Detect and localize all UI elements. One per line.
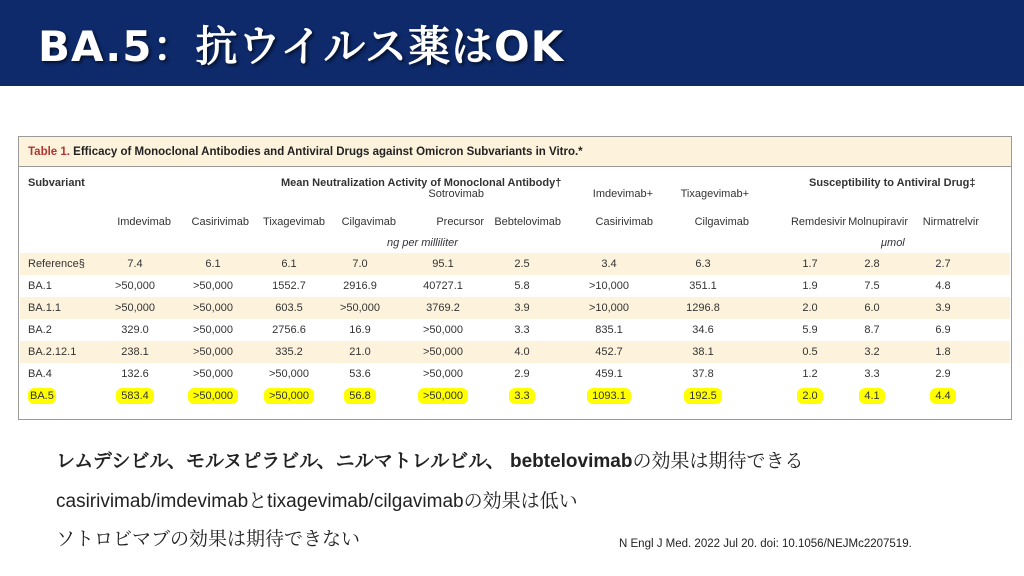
table-cell <box>836 297 908 319</box>
row-subvariant <box>28 297 61 319</box>
table-cell <box>836 319 908 341</box>
column-header-line: Cilgavimab <box>694 216 749 228</box>
table-cell <box>99 253 171 275</box>
row-subvariant <box>28 275 52 297</box>
cell-value: 6.3 <box>695 258 711 270</box>
citation: N Engl J Med. 2022 Jul 20. doi: 10.1056/NEJMc2207519. <box>619 538 912 550</box>
table-cell <box>907 363 979 385</box>
table-cell <box>657 363 749 385</box>
cell-value: 16.9 <box>349 324 371 336</box>
column-header-line: Sotrovimab <box>428 188 484 200</box>
cell-value: 3.3 <box>509 388 534 404</box>
table-cell <box>99 297 171 319</box>
table-cell <box>177 253 249 275</box>
table-cell <box>907 385 979 407</box>
table-cell <box>657 341 749 363</box>
column-header <box>324 197 396 229</box>
table-cell <box>907 275 979 297</box>
cell-value: 1.9 <box>802 280 818 292</box>
cell-value: >50,000 <box>422 368 464 380</box>
table-cell <box>657 385 749 407</box>
row-subvariant-label: BA.4 <box>28 368 52 380</box>
column-header-line: Tixagevimab <box>263 216 325 228</box>
column-header <box>836 197 908 229</box>
table-cell <box>324 275 396 297</box>
cell-value: 2.8 <box>864 258 880 270</box>
table-cell <box>483 363 561 385</box>
cell-value: 53.6 <box>349 368 371 380</box>
table-caption <box>19 137 1011 167</box>
cell-value: >50,000 <box>422 324 464 336</box>
cell-value: 192.5 <box>684 388 722 404</box>
cell-value: 2916.9 <box>343 280 377 292</box>
cell-value: 6.0 <box>864 302 880 314</box>
table-cell <box>177 341 249 363</box>
table-cell <box>483 297 561 319</box>
column-header-line: Casirivimab <box>595 216 653 228</box>
column-header <box>402 188 484 229</box>
row-subvariant <box>28 363 52 385</box>
table-cell <box>402 385 484 407</box>
row-subvariant-label: BA.2 <box>28 324 52 336</box>
cell-value: 3769.2 <box>426 302 460 314</box>
table-row <box>20 275 1010 297</box>
column-header-line: Nirmatrelvir <box>922 216 979 228</box>
column-header <box>565 188 653 229</box>
table-cell <box>483 341 561 363</box>
column-header-line: Bebtelovimab <box>494 216 561 228</box>
cell-value: 132.6 <box>121 368 149 380</box>
table-cell <box>483 319 561 341</box>
table-cell <box>253 363 325 385</box>
cell-value: >50,000 <box>192 302 234 314</box>
column-header <box>253 197 325 229</box>
cell-value: 2.0 <box>797 388 822 404</box>
table-cell <box>836 253 908 275</box>
table-cell <box>99 341 171 363</box>
cell-value: >50,000 <box>188 388 238 404</box>
conclusion-line-1-bold: レムデシビル、モルヌピラビル、ニルマトレルビル、 bebtelovimab <box>56 451 633 472</box>
cell-value: 5.8 <box>514 280 530 292</box>
cell-value: 40727.1 <box>423 280 463 292</box>
table-cell <box>402 319 484 341</box>
cell-value: >10,000 <box>588 302 630 314</box>
table-cell <box>177 385 249 407</box>
table-cell <box>565 385 653 407</box>
cell-value: >50,000 <box>422 346 464 358</box>
cell-value: 95.1 <box>432 258 454 270</box>
table-cell <box>565 319 653 341</box>
units-antiviral: μmol <box>881 237 905 249</box>
table-cell <box>402 341 484 363</box>
cell-value: 37.8 <box>692 368 714 380</box>
table-cell <box>253 253 325 275</box>
cell-value: 2.7 <box>935 258 951 270</box>
cell-value: 3.9 <box>935 302 951 314</box>
cell-value: 238.1 <box>121 346 149 358</box>
cell-value: 3.2 <box>864 346 880 358</box>
cell-value: >50,000 <box>192 368 234 380</box>
cell-value: 1.7 <box>802 258 818 270</box>
table-cell <box>483 253 561 275</box>
efficacy-table <box>18 136 1012 420</box>
table-cell <box>324 297 396 319</box>
cell-value: 0.5 <box>802 346 818 358</box>
cell-value: 835.1 <box>595 324 623 336</box>
table-row <box>20 385 1010 407</box>
table-cell <box>402 275 484 297</box>
table-cell <box>402 297 484 319</box>
table-row <box>20 341 1010 363</box>
column-header-line: Remdesivir <box>790 216 846 228</box>
table-cell <box>836 385 908 407</box>
row-subvariant <box>28 319 52 341</box>
subvariant-header: Subvariant <box>28 177 85 189</box>
table-cell <box>565 275 653 297</box>
table-cell <box>253 341 325 363</box>
title-bar <box>0 0 1024 86</box>
column-header <box>907 197 979 229</box>
column-header-line: Imdevimab <box>117 216 171 228</box>
table-cell <box>657 319 749 341</box>
table-cell <box>324 319 396 341</box>
table-cell <box>177 297 249 319</box>
cell-value: >50,000 <box>114 280 156 292</box>
column-header-line: Precursor <box>436 216 484 228</box>
table-cell <box>177 319 249 341</box>
cell-value: 56.8 <box>344 388 375 404</box>
cell-value: >50,000 <box>192 324 234 336</box>
cell-value: 4.0 <box>514 346 530 358</box>
cell-value: 452.7 <box>595 346 623 358</box>
slide-title: BA.5：抗ウイルス薬はOK <box>38 22 565 71</box>
cell-value: >50,000 <box>418 388 468 404</box>
table-cell <box>657 297 749 319</box>
table-cell <box>907 297 979 319</box>
table-row <box>20 253 1010 275</box>
table-cell <box>402 363 484 385</box>
row-subvariant-label: BA.2.12.1 <box>28 346 77 358</box>
cell-value: 2.9 <box>514 368 530 380</box>
table-cell <box>177 363 249 385</box>
cell-value: 5.9 <box>802 324 818 336</box>
table-cell <box>483 385 561 407</box>
cell-value: 3.3 <box>864 368 880 380</box>
column-header-line: Casirivimab <box>191 216 249 228</box>
cell-value: 1296.8 <box>686 302 720 314</box>
table-cell <box>253 297 325 319</box>
cell-value: >50,000 <box>192 346 234 358</box>
table-cell <box>324 385 396 407</box>
conclusion-line-2: casirivimab/imdevimabとtixagevimab/cilgavimabの効果は低い <box>56 491 578 512</box>
column-header-line: Imdevimab+ <box>592 188 653 200</box>
cell-value: >50,000 <box>264 388 314 404</box>
table-row <box>20 319 1010 341</box>
cell-value: 603.5 <box>275 302 303 314</box>
table-cell <box>565 363 653 385</box>
table-caption-label: Table 1. <box>28 146 70 158</box>
table-cell <box>836 275 908 297</box>
cell-value: 1.8 <box>935 346 951 358</box>
column-header-line: Molnupiravir <box>848 216 908 228</box>
cell-value: 3.4 <box>601 258 617 270</box>
table-cell <box>907 319 979 341</box>
cell-value: 2.9 <box>935 368 951 380</box>
table-row <box>20 363 1010 385</box>
cell-value: 3.3 <box>514 324 530 336</box>
table-cell <box>324 363 396 385</box>
table-cell <box>565 297 653 319</box>
conclusion-line-1-rest: の効果は期待できる <box>632 451 804 472</box>
row-subvariant-label: BA.1 <box>28 280 52 292</box>
cell-value: 8.7 <box>864 324 880 336</box>
cell-value: 34.6 <box>692 324 714 336</box>
cell-value: 459.1 <box>595 368 623 380</box>
table-cell <box>907 253 979 275</box>
table-cell <box>565 341 653 363</box>
table-cell <box>253 275 325 297</box>
cell-value: >50,000 <box>192 280 234 292</box>
units-mab: ng per milliliter <box>387 237 458 249</box>
table-cell <box>836 363 908 385</box>
table-cell <box>99 385 171 407</box>
cell-value: 6.9 <box>935 324 951 336</box>
column-header <box>99 197 171 229</box>
table-cell <box>177 275 249 297</box>
cell-value: 7.4 <box>127 258 143 270</box>
table-cell <box>836 341 908 363</box>
cell-value: 2.5 <box>514 258 530 270</box>
row-subvariant <box>28 341 76 363</box>
column-header-line: Cilgavimab <box>341 216 396 228</box>
cell-value: 329.0 <box>121 324 149 336</box>
cell-value: 2756.6 <box>272 324 306 336</box>
row-subvariant <box>28 385 56 407</box>
table-cell <box>99 319 171 341</box>
table-row <box>20 297 1010 319</box>
cell-value: 335.2 <box>275 346 303 358</box>
cell-value: >10,000 <box>588 280 630 292</box>
cell-value: 2.0 <box>802 302 818 314</box>
cell-value: 21.0 <box>349 346 371 358</box>
cell-value: >50,000 <box>339 302 381 314</box>
table-caption-text: Efficacy of Monoclonal Antibodies and Antiviral Drugs against Omicron Subvariants in Vitro.* <box>73 146 583 158</box>
table-cell <box>402 253 484 275</box>
column-header <box>657 188 749 229</box>
table-cell <box>324 341 396 363</box>
cell-value: 1552.7 <box>272 280 306 292</box>
cell-value: 6.1 <box>205 258 221 270</box>
cell-value: 4.4 <box>930 388 955 404</box>
cell-value: 1.2 <box>802 368 818 380</box>
cell-value: >50,000 <box>114 302 156 314</box>
table-cell <box>99 275 171 297</box>
cell-value: 6.1 <box>281 258 297 270</box>
table-cell <box>907 341 979 363</box>
cell-value: 1093.1 <box>587 388 631 404</box>
cell-value: 3.9 <box>514 302 530 314</box>
table-cell <box>657 253 749 275</box>
antiviral-group-header: Susceptibility to Antiviral Drug‡ <box>809 177 976 189</box>
column-header <box>483 197 561 229</box>
table-cell <box>324 253 396 275</box>
cell-value: >50,000 <box>268 368 310 380</box>
table-cell <box>657 275 749 297</box>
conclusion-line-1 <box>56 446 803 473</box>
cell-value: 7.0 <box>352 258 368 270</box>
mab-group-header: Mean Neutralization Activity of Monoclonal Antibody† <box>281 177 562 189</box>
column-header-line: Tixagevimab+ <box>680 188 749 200</box>
table-cell <box>565 253 653 275</box>
cell-value: 351.1 <box>689 280 717 292</box>
row-subvariant-label: BA.5 <box>30 390 54 402</box>
column-header <box>177 197 249 229</box>
table-cell <box>483 275 561 297</box>
row-subvariant <box>28 253 85 275</box>
row-subvariant-label: BA.1.1 <box>28 302 62 314</box>
cell-value: 38.1 <box>692 346 714 358</box>
cell-value: 7.5 <box>864 280 880 292</box>
table-cell <box>99 363 171 385</box>
conclusion-line-3: ソトロビマブの効果は期待できない <box>56 529 361 550</box>
table-cell <box>253 385 325 407</box>
row-subvariant-label: Reference§ <box>28 258 85 270</box>
table-cell <box>253 319 325 341</box>
cell-value: 4.1 <box>859 388 884 404</box>
cell-value: 583.4 <box>116 388 154 404</box>
cell-value: 4.8 <box>935 280 951 292</box>
